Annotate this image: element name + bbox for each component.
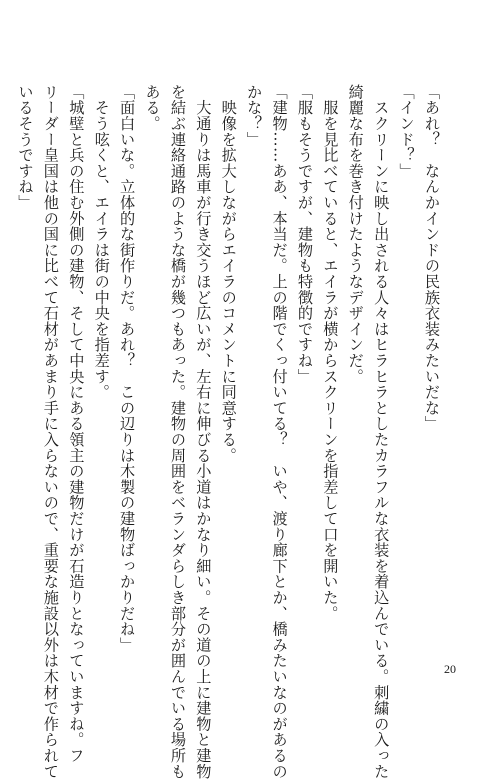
page-number: 20 (444, 662, 456, 676)
text-line: スクリーンに映し出される人々はヒラヒラとしたカラフルな衣装を着込んでいる。刺繍の入った (372, 84, 391, 779)
text-line: 「インド？」 (397, 84, 416, 179)
text-line: ある。 (143, 84, 162, 132)
text-line: 「面白いな。立体的な街作りだ。あれ？ この辺りは木製の建物ばっかりだね」 (118, 84, 137, 653)
text-line: 服を見比べていると、エイラが横からスクリーンを指差して口を開いた。 (321, 84, 340, 622)
text-line: 「城壁と兵の住む外側の建物、そして中央にある領主の建物だけが石造りとなっていますね。フ (67, 84, 86, 764)
text-line: 大通りは馬車が行き交うほど広いが、左右に伸びる小道はかなり細い。その道の上に建物と建物 (194, 84, 213, 779)
text-line: リーダー皇国は他の国に比べて石材があまり手に入らないので、重要な施設以外は木材で作られて (41, 84, 60, 779)
text-line: そう呟くと、エイラは街の中央を指差す。 (92, 84, 111, 400)
text-line: を結ぶ連絡通路のような橋が幾つもあった。建物の周囲をベランダらしき部分が囲んでいる場所も (168, 84, 187, 779)
vertical-text-block (12, 84, 444, 779)
text-line: いるそうですね」 (16, 84, 35, 211)
text-line: 「服もそうですが、建物も特徴的ですね」 (295, 84, 314, 385)
text-line: 映像を拡大しながらエイラのコメントに同意する。 (219, 84, 238, 464)
text-line: 綺麗な布を巻き付けたようなデザインだ。 (346, 84, 365, 385)
text-line: 「あれ？ なんかインドの民族衣装みたいだな」 (423, 84, 441, 432)
text-line: かな？」 (245, 84, 264, 148)
text-line: 「建物……ああ、本当だ。上の階でくっ付いてる？ いや、渡り廊下とか、橋みたいなのがあるの (270, 84, 289, 779)
